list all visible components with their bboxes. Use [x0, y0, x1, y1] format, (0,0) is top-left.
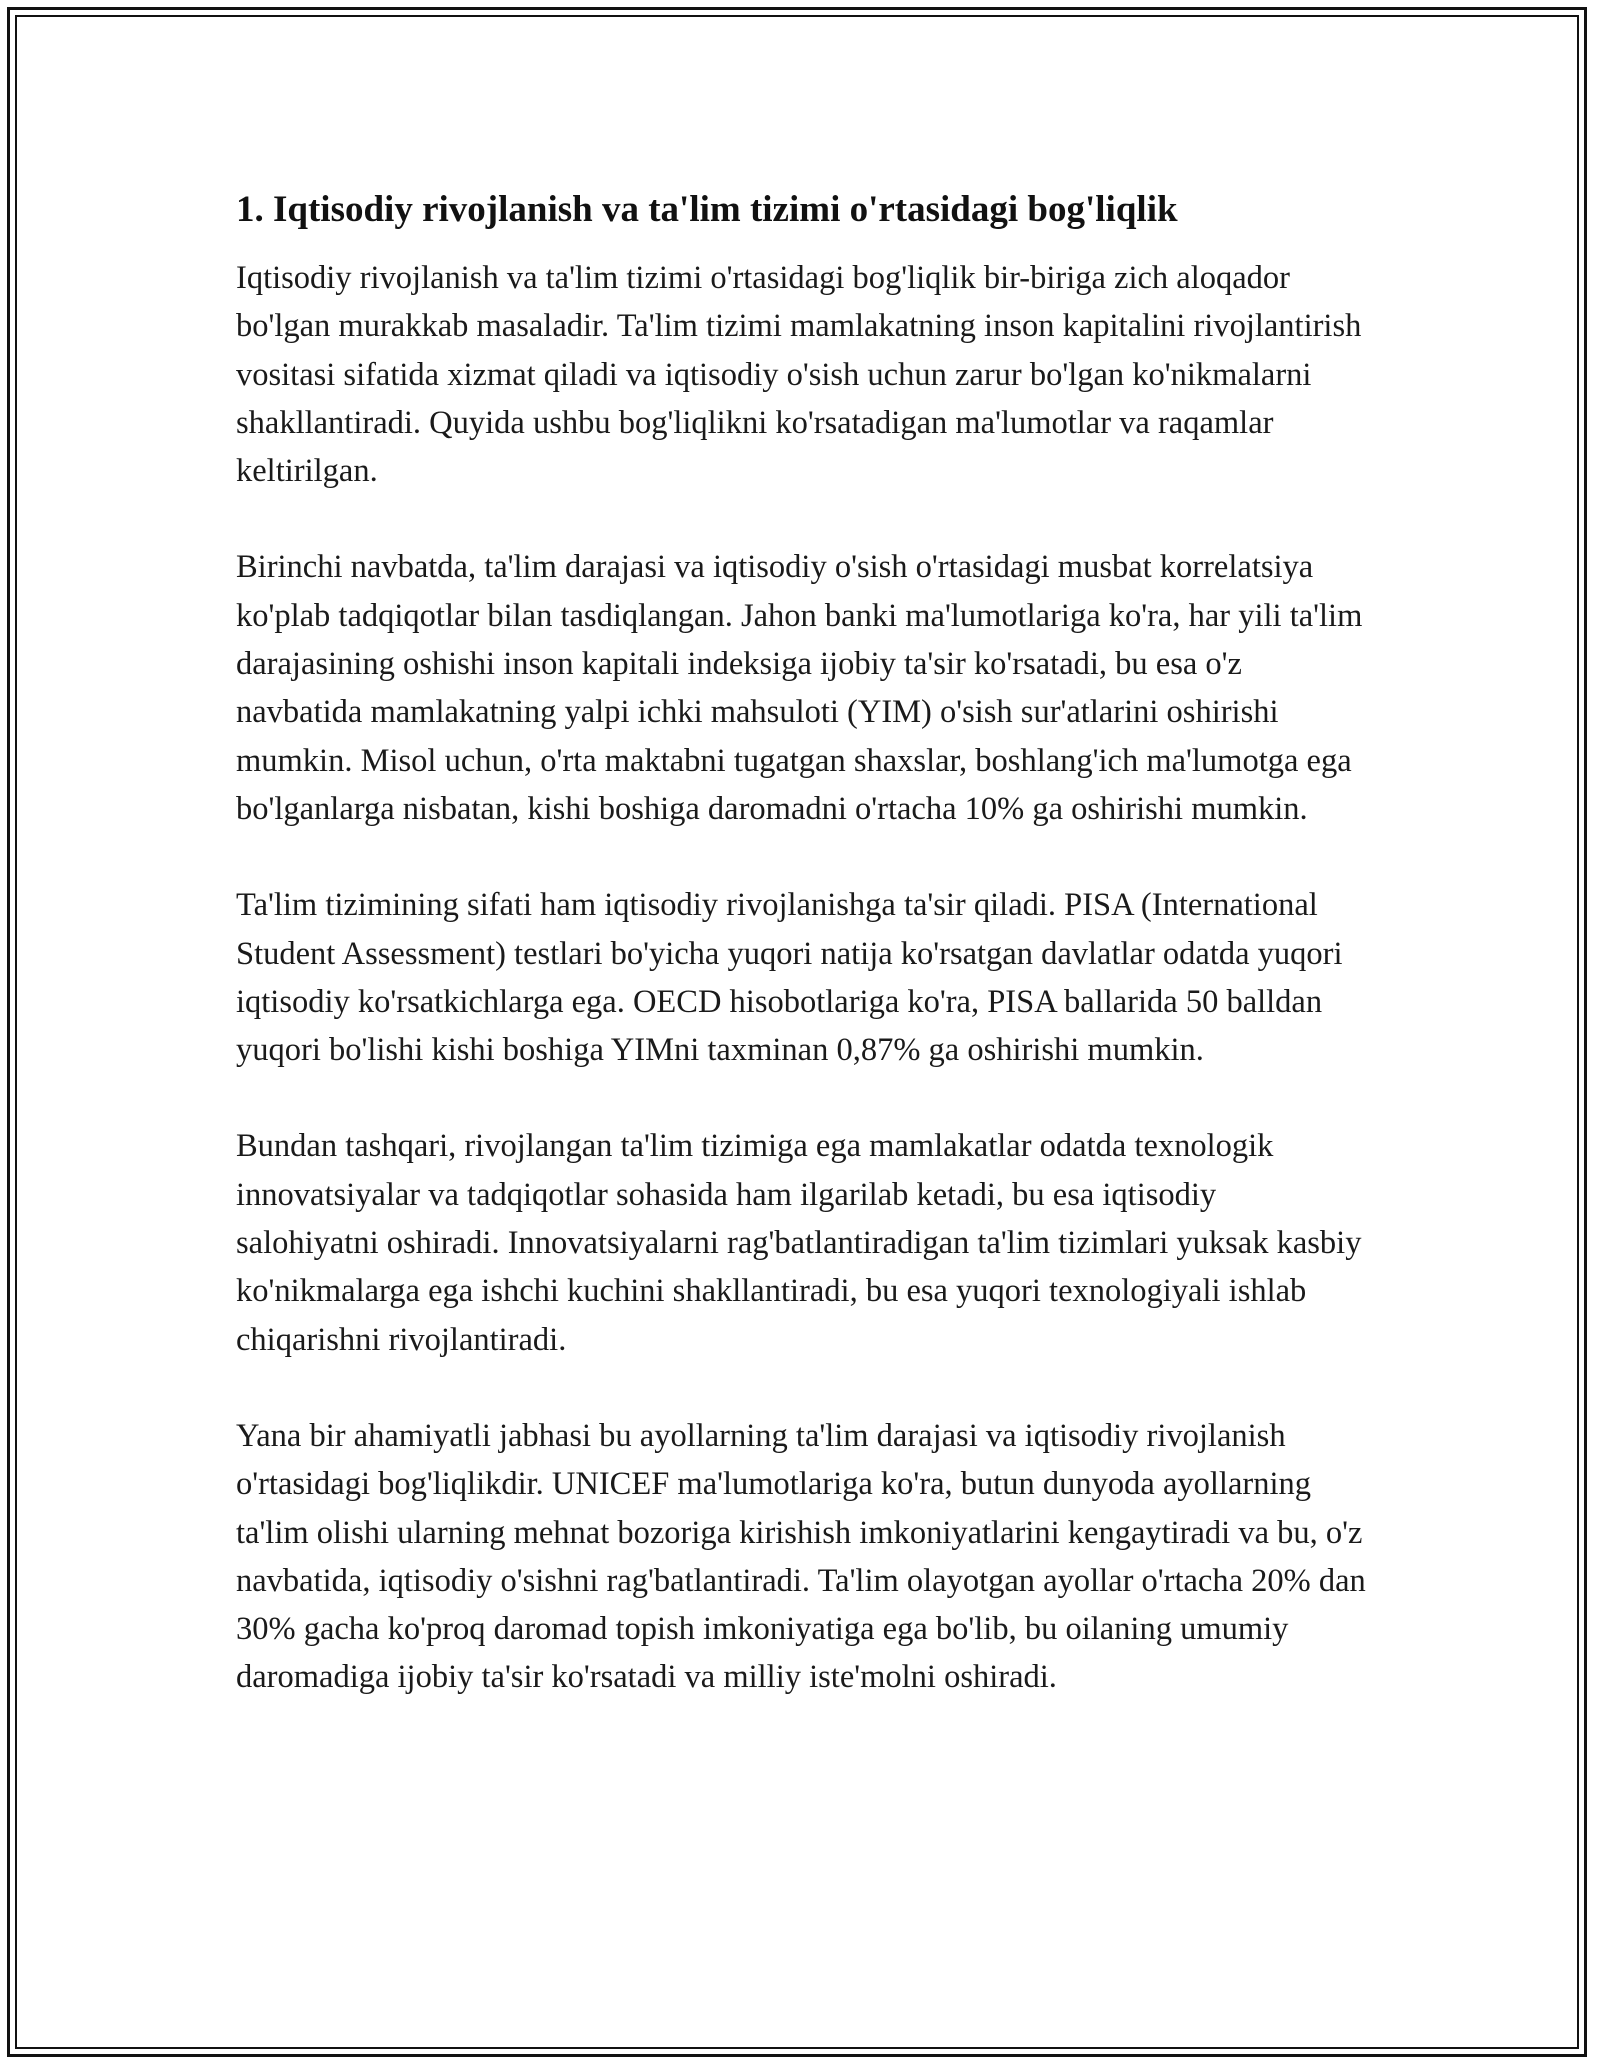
paragraph-women: Yana bir ahamiyatli jabhasi bu ayollarning ta'lim darajasi va iqtisodiy rivojlanish o'rtasidagi bog'liqlikdir. UNICEF ma'lumotlariga ko'ra, butun dunyoda ayollarning ta'lim olishi ularning mehnat bozoriga kirishish imkoniyatlarini kengaytiradi va bu, o'z navbatida, iqtisodiy o'sishni rag'batlantiradi. Ta'lim olayotgan ayollar o'rtacha 20% dan 30% gacha ko'proq daromad topish imkoniyatiga ega bo'lib, bu oilaning umumiy daromadiga ijobiy ta'sir ko'rsatadi va milliy iste'molni oshiradi. [236, 1417, 1366, 1696]
paragraph-correlation: Birinchi navbatda, ta'lim darajasi va iqtisodiy o'sish o'rtasidagi musbat korrelatsiya ko'plab tadqiqotlar bilan tasdiqlangan. Jahon banki ma'lumotlariga ko'ra, har yili ta'lim darajasining oshishi inson kapitali indeksiga ijobiy ta'sir ko'rsatadi, bu esa o'z navbatida mamlakatning yalpi ichki mahsuloti (YIM) o'sish sur'atlarini oshirishi mumkin. Misol uchun, o'rta maktabni tugatgan shaxslar, boshlang'ich ma'lumotga ega bo'lganlarga nisbatan, kishi boshiga daromadni o'rtacha 10% ga oshirishi mumkin. [236, 549, 1363, 827]
paragraph-innovation: Bundan tashqari, rivojlangan ta'lim tizimiga ega mamlakatlar odatda texnologik innovatsiyalar va tadqiqotlar sohasida ham ilgarilab ketadi, bu esa iqtisodiy salohiyatni oshiradi. Innovatsiyalarni rag'batlantiradigan ta'lim tizimlari yuksak kasbiy ko'nikmalarga ega ishchi kuchini shakllantiradi, bu esa yuqori texnologiyali ishlab chiqarishni rivojlantiradi. [236, 1128, 1362, 1358]
paragraph-quality: Ta'lim tizimining sifati ham iqtisodiy rivojlanishga ta'sir qiladi. PISA (International Student Assessment) testlari bo'yicha yuqori natija ko'rsatgan davlatlar odatda yuqori iqtisodiy ko'rsatkichlarga ega. OECD hisobotlariga ko'ra, PISA ballarida 50 balldan yuqori bo'lishi kishi boshiga YIMni taxminan 0,87% ga oshirishi mumkin. [236, 887, 1343, 1069]
section-heading: 1. Iqtisodiy rivojlanish va ta'lim tizimi o'rtasidagi bog'liqlik [236, 189, 1178, 230]
document-body [236, 186, 1366, 1702]
paragraph-intro: Iqtisodiy rivojlanish va ta'lim tizimi o'rtasidagi bog'liqlik bir-biriga zich aloqador bo'lgan murakkab masaladir. Ta'lim tizimi mamlakatning inson kapitalini rivojlantirish vositasi sifatida xizmat qiladi va iqtisodiy o'sish uchun zarur bo'lgan ko'nikmalarni shakllantiradi. Quyida ushbu bog'liqlikni ko'rsatadigan ma'lumotlar va raqamlar keltirilgan. [236, 260, 1362, 490]
